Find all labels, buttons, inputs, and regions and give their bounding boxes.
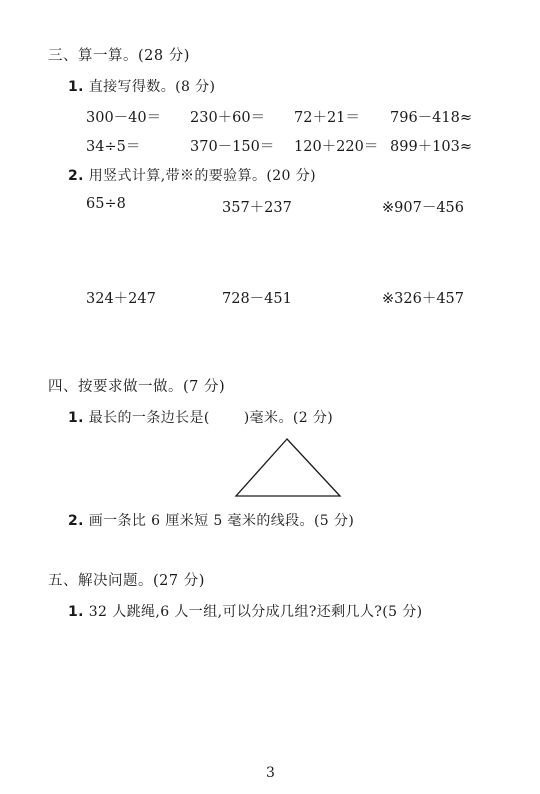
question-text: 32 人跳绳,6 人一组,可以分成几组?还剩几人?(5 分): [88, 604, 423, 620]
question-number: 1.: [68, 79, 84, 95]
calc-item: 230＋60＝: [190, 110, 266, 126]
vertical-calc-item: ※907－456: [382, 200, 465, 216]
question-3-1: [68, 76, 215, 96]
question-text: 画一条比 6 厘米短 5 毫米的线段。(5 分): [88, 513, 355, 529]
calc-item: 300－40＝: [86, 110, 162, 126]
question-number: 2.: [68, 168, 84, 184]
calc-item: 120＋220＝: [294, 139, 379, 155]
vertical-calc-item: ※326＋457: [382, 291, 465, 307]
page-number: 3: [266, 765, 275, 781]
triangle-figure: [230, 434, 345, 500]
question-5-1: [68, 601, 423, 621]
question-number: 1.: [68, 604, 84, 620]
question-number: 2.: [68, 513, 84, 529]
vertical-calc-item: 65÷8: [86, 196, 126, 212]
vertical-calc-item: 728－451: [222, 291, 292, 307]
calc-item: 796－418≈: [390, 110, 473, 126]
question-text: 直接写得数。(8 分): [88, 79, 216, 95]
question-3-2: [68, 165, 316, 185]
question-text: 用竖式计算,带※的要验算。(20 分): [88, 168, 316, 184]
question-4-2: [68, 510, 354, 530]
vertical-calc-item: 357＋237: [222, 200, 292, 216]
question-text: )毫米。(2 分): [243, 410, 334, 426]
calc-item: 899＋103≈: [390, 139, 473, 155]
calc-item: 72＋21＝: [294, 110, 360, 126]
question-4-1: [68, 407, 333, 427]
question-number: 1.: [68, 410, 84, 426]
calc-item: 34÷5＝: [86, 139, 141, 155]
calc-item: 370－150＝: [190, 139, 275, 155]
section-5-title: 五、解决问题。(27 分): [48, 573, 205, 589]
triangle-shape: [236, 439, 340, 496]
section-4-title: 四、按要求做一做。(7 分): [48, 379, 226, 395]
vertical-calc-item: 324＋247: [86, 291, 156, 307]
question-text: 最长的一条边长是(: [88, 410, 210, 426]
section-3-title: 三、算一算。(28 分): [48, 48, 190, 64]
